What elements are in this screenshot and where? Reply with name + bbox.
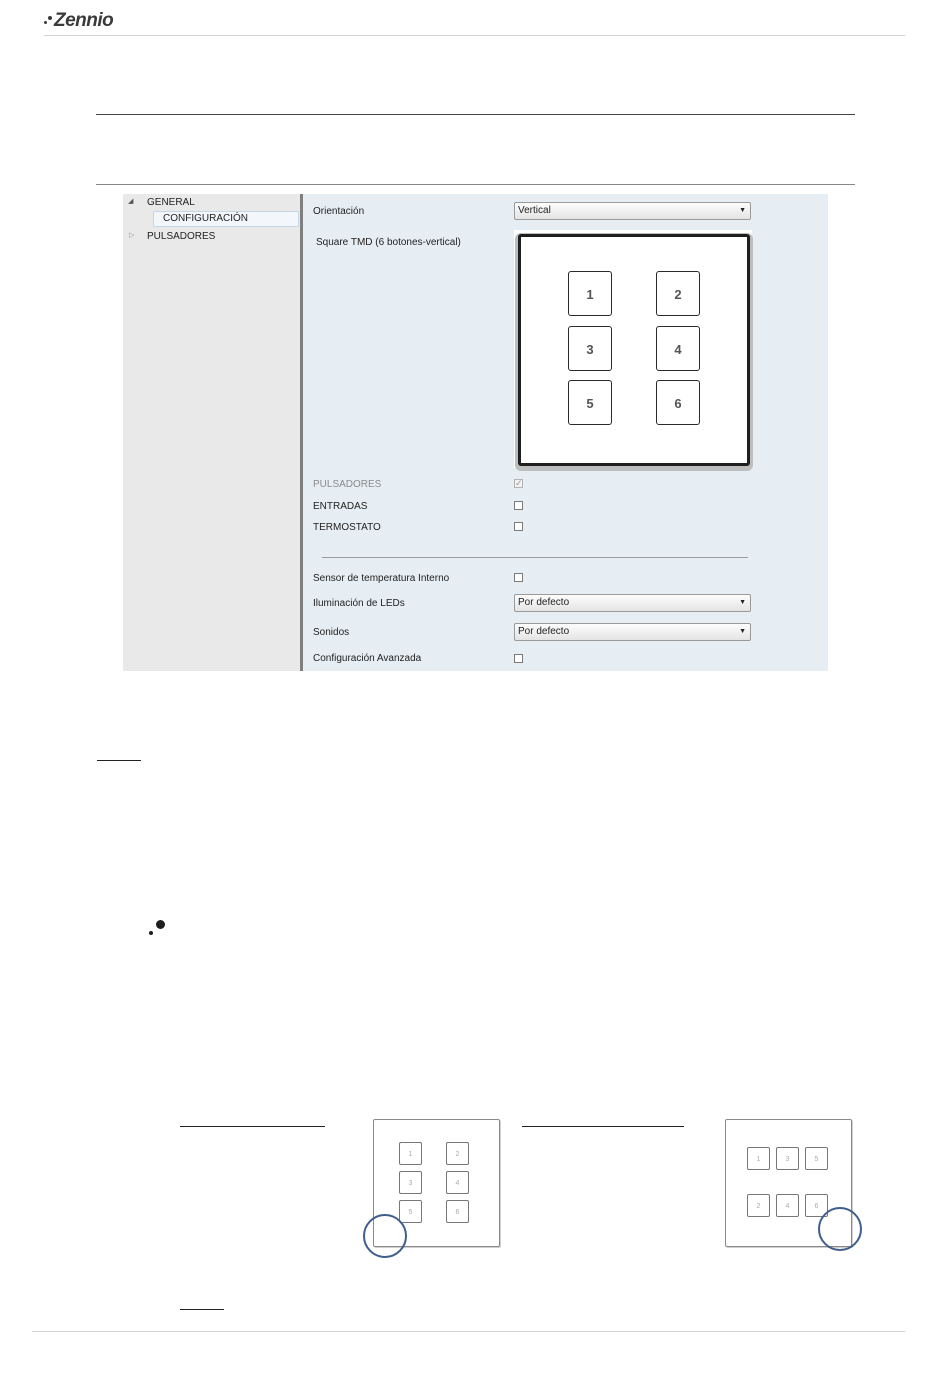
highlight-circle [363, 1214, 407, 1258]
mini-button-3: 3 [399, 1171, 422, 1194]
zennio-logo [44, 10, 113, 32]
mini-button-1: 1 [747, 1147, 770, 1170]
mini-button-3: 3 [776, 1147, 799, 1170]
pulsadores-checkbox[interactable] [514, 479, 523, 488]
iluminacion-label: Iluminación de LEDs [313, 598, 405, 609]
termostato-checkbox[interactable] [514, 522, 523, 531]
sonidos-select[interactable] [514, 623, 751, 641]
mini-button-2: 2 [747, 1194, 770, 1217]
orientacion-select[interactable] [514, 202, 751, 220]
mini-button-2: 2 [446, 1142, 469, 1165]
device-face [518, 234, 750, 466]
horizontal-caption-underline [522, 1126, 684, 1127]
ets-parameter-window [123, 194, 828, 671]
sonidos-label: Sonidos [313, 627, 350, 638]
parameter-divider [322, 557, 748, 558]
dropdown-arrow-icon: ▼ [739, 207, 746, 214]
pulsadores-label: PULSADORES [313, 479, 382, 490]
note-underline [180, 1309, 224, 1310]
sonidos-value: Por defecto [518, 626, 570, 637]
device-button-3: 3 [568, 326, 612, 371]
tree-item-pulsadores[interactable]: PULSADORES [147, 231, 216, 242]
header-divider [44, 35, 905, 36]
section-bottom-rule [96, 184, 855, 185]
tree-item-general[interactable]: GENERAL [147, 197, 195, 208]
mini-button-6: 6 [805, 1194, 828, 1217]
device-caption: Square TMD (6 botones-vertical) [316, 237, 461, 248]
device-button-5: 5 [568, 380, 612, 425]
device-button-2: 2 [656, 271, 700, 316]
mini-button-6: 6 [446, 1200, 469, 1223]
tree-item-configuracion[interactable]: CONFIGURACIÓN [163, 213, 248, 224]
device-button-6: 6 [656, 380, 700, 425]
collapsed-arrow-icon[interactable]: ▷ [129, 232, 135, 239]
sensor-label: Sensor de temperatura Interno [313, 573, 450, 584]
parameter-tree [123, 194, 300, 671]
mini-button-4: 4 [446, 1171, 469, 1194]
entradas-checkbox[interactable] [514, 501, 523, 510]
dropdown-arrow-icon: ▼ [739, 599, 746, 606]
orientacion-label: Orientación [313, 206, 365, 217]
termostato-label: TERMOSTATO [313, 522, 381, 533]
avanzada-label: Configuración Avanzada [313, 653, 422, 664]
bullet-dot-icon [149, 931, 153, 935]
panel-splitter[interactable] [300, 194, 303, 671]
checkmark-icon: ✓ [515, 478, 523, 488]
avanzada-checkbox[interactable] [514, 654, 523, 663]
sensor-checkbox[interactable] [514, 573, 523, 582]
dropdown-arrow-icon: ▼ [739, 628, 746, 635]
mini-button-1: 1 [399, 1142, 422, 1165]
expanded-arrow-icon[interactable]: ◢ [128, 198, 134, 205]
highlight-circle [818, 1207, 862, 1251]
mini-button-5: 5 [805, 1147, 828, 1170]
brand-name: Zennio [54, 10, 114, 31]
orientacion-value: Vertical [518, 205, 551, 216]
device-preview [514, 230, 752, 468]
iluminacion-value: Por defecto [518, 597, 570, 608]
entradas-label: ENTRADAS [313, 501, 368, 512]
footer-divider [32, 1331, 905, 1332]
vertical-caption-underline [180, 1126, 325, 1127]
iluminacion-select[interactable] [514, 594, 751, 612]
logo-dot-icon [44, 21, 47, 24]
bullet-icon [156, 920, 165, 929]
device-button-4: 4 [656, 326, 700, 371]
device-button-1: 1 [568, 271, 612, 316]
logo-dot-icon [48, 16, 52, 20]
mini-button-4: 4 [776, 1194, 799, 1217]
section-top-rule [96, 114, 855, 115]
mini-button-5: 5 [399, 1200, 422, 1223]
note-underline [97, 760, 141, 761]
